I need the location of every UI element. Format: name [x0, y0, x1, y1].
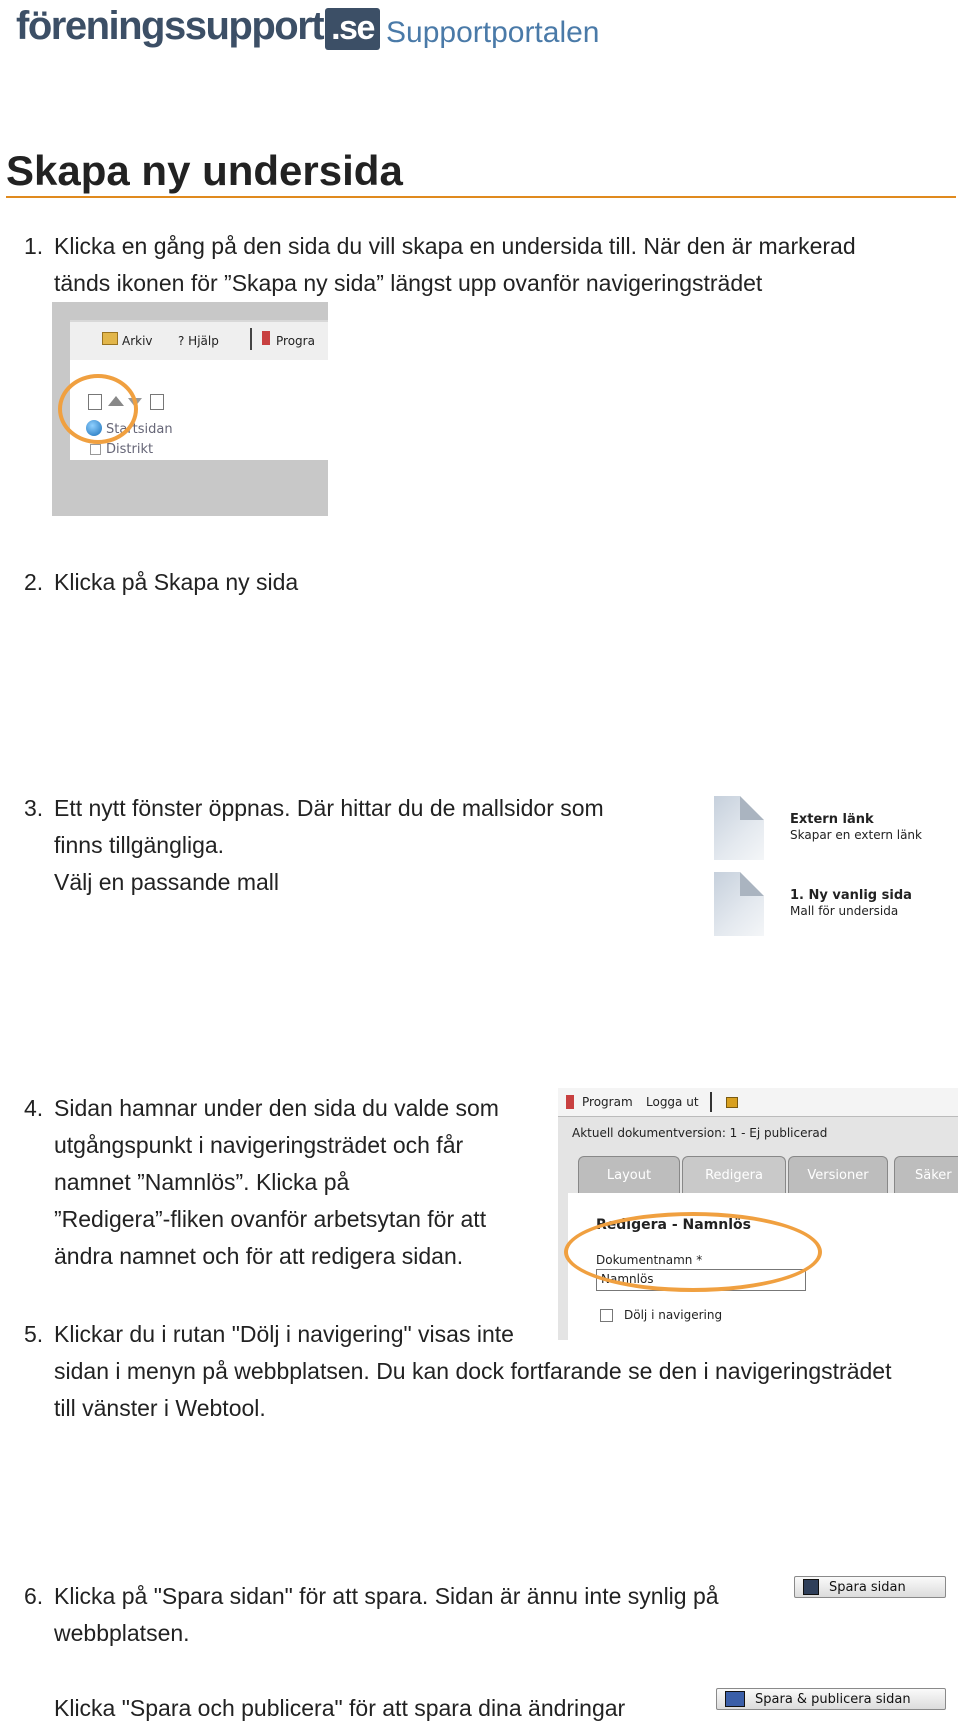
step-5 [24, 1316, 954, 1431]
step-line: tänds ikonen för ”Skapa ny sida” längst upp ovanför navigeringsträdet [54, 270, 763, 296]
step-line: ändra namnet och för att redigera sidan. [54, 1243, 464, 1269]
template-title: 1. Ny vanlig sida [790, 888, 912, 903]
expand-icon [90, 444, 101, 455]
document-icon [714, 872, 764, 936]
menu-bar [70, 320, 328, 362]
step-line: ”Redigera”-fliken ovanför arbetsytan för att [54, 1206, 487, 1232]
step-number: 6. [24, 1583, 44, 1609]
top-toolbar [558, 1088, 958, 1117]
step-line: finns tillgängliga. [54, 832, 225, 858]
tree-item-startsidan[interactable]: Startsidan [106, 422, 173, 437]
checkbox-label: Dölj i navigering [624, 1308, 723, 1322]
step-line: till vänster i Webtool. [54, 1395, 266, 1421]
template-list [714, 796, 954, 938]
step-6 [24, 1578, 784, 1658]
logo-tld-badge: .se [325, 8, 380, 50]
step-number: 3. [24, 795, 44, 821]
step-number: 4. [24, 1095, 44, 1121]
step-line: Klickar du i rutan "Dölj i navigering" visas inte [54, 1321, 514, 1347]
toolbar-logout[interactable]: Logga ut [646, 1095, 699, 1109]
document-name-input[interactable]: Namnlös [596, 1269, 806, 1291]
portal-title[interactable]: Supportportalen [386, 16, 600, 49]
home-icon[interactable] [726, 1097, 738, 1108]
document-icon [714, 796, 764, 860]
template-item-external-link[interactable] [714, 796, 954, 862]
step-number: 2. [24, 569, 44, 595]
highlight-ring [564, 1212, 822, 1292]
save-and-publish-button[interactable] [716, 1688, 946, 1710]
page-title: Skapa ny undersida [6, 147, 403, 194]
step-4 [24, 1090, 554, 1280]
step-line: Klicka på "Spara sidan" för att spara. Sidan är ännu inte synlig på [54, 1583, 719, 1609]
menu-item-help: ? Hjälp [178, 334, 219, 348]
template-title: Extern länk [790, 812, 874, 827]
template-subtitle: Skapar en extern länk [790, 828, 922, 842]
template-subtitle: Mall för undersida [790, 904, 899, 918]
step-line: Välj en passande mall [54, 869, 280, 895]
hourglass-icon [262, 331, 270, 345]
menu-separator [250, 328, 252, 350]
template-item-new-page[interactable] [714, 872, 954, 938]
menu-item-archive: Arkiv [122, 334, 153, 348]
step-3 [24, 790, 704, 905]
hourglass-icon [566, 1095, 574, 1109]
menu-item-program: Progra [276, 334, 315, 348]
step-line: Ett nytt fönster öppnas. Där hittar du de mallsidor som [54, 795, 604, 821]
folder-icon [102, 332, 118, 345]
floppy-disk-icon [803, 1579, 819, 1595]
step-line: namnet ”Namnlös”. Klicka på [54, 1169, 350, 1195]
tab-security[interactable]: Säker [894, 1156, 958, 1194]
move-page-icon [150, 394, 164, 410]
save-publish-label: Spara & publicera sidan [755, 1691, 911, 1707]
tab-layout[interactable]: Layout [578, 1156, 680, 1194]
panel-title: Redigera - Namnlös [596, 1217, 751, 1233]
step-number: 1. [24, 233, 44, 259]
save-publish-icon [725, 1691, 745, 1707]
step-number: 5. [24, 1321, 44, 1347]
step-line: webbplatsen. [54, 1620, 190, 1646]
closing-instruction: Klicka "Spara och publicera" för att spara dina ändringar [54, 1695, 626, 1721]
step-line: utgångspunkt i navigeringsträdet och får [54, 1132, 464, 1158]
tab-versioner[interactable]: Versioner [788, 1156, 888, 1194]
title-divider [6, 196, 956, 198]
logo-wordmark: föreningssupport [16, 4, 324, 48]
document-version: Aktuell dokumentversion: 1 - Ej publicerad [572, 1126, 828, 1140]
step-1 [24, 228, 954, 308]
save-page-button[interactable] [794, 1576, 946, 1598]
save-page-label: Spara sidan [829, 1579, 906, 1595]
tree-item-distrikt[interactable]: Distrikt [106, 442, 154, 457]
step-line: sidan i menyn på webbplatsen. Du kan dock fortfarande se den i navigeringsträdet [54, 1358, 892, 1384]
screenshot-navigation-tree [52, 302, 328, 516]
toolbar-program[interactable]: Program [582, 1095, 633, 1109]
site-logo[interactable] [16, 6, 380, 50]
toolbar-separator [710, 1092, 712, 1112]
highlight-ring [58, 374, 138, 444]
screenshot-edit-tab [558, 1088, 958, 1340]
step-line: Sidan hamnar under den sida du valde som [54, 1095, 499, 1121]
tab-redigera[interactable]: Redigera [682, 1156, 786, 1194]
field-label: Dokumentnamn * [596, 1253, 703, 1267]
step-line: Klicka på Skapa ny sida [54, 569, 299, 595]
step-line: Klicka en gång på den sida du vill skapa en undersida till. När den är markerad [54, 233, 856, 259]
step-2 [24, 564, 624, 604]
